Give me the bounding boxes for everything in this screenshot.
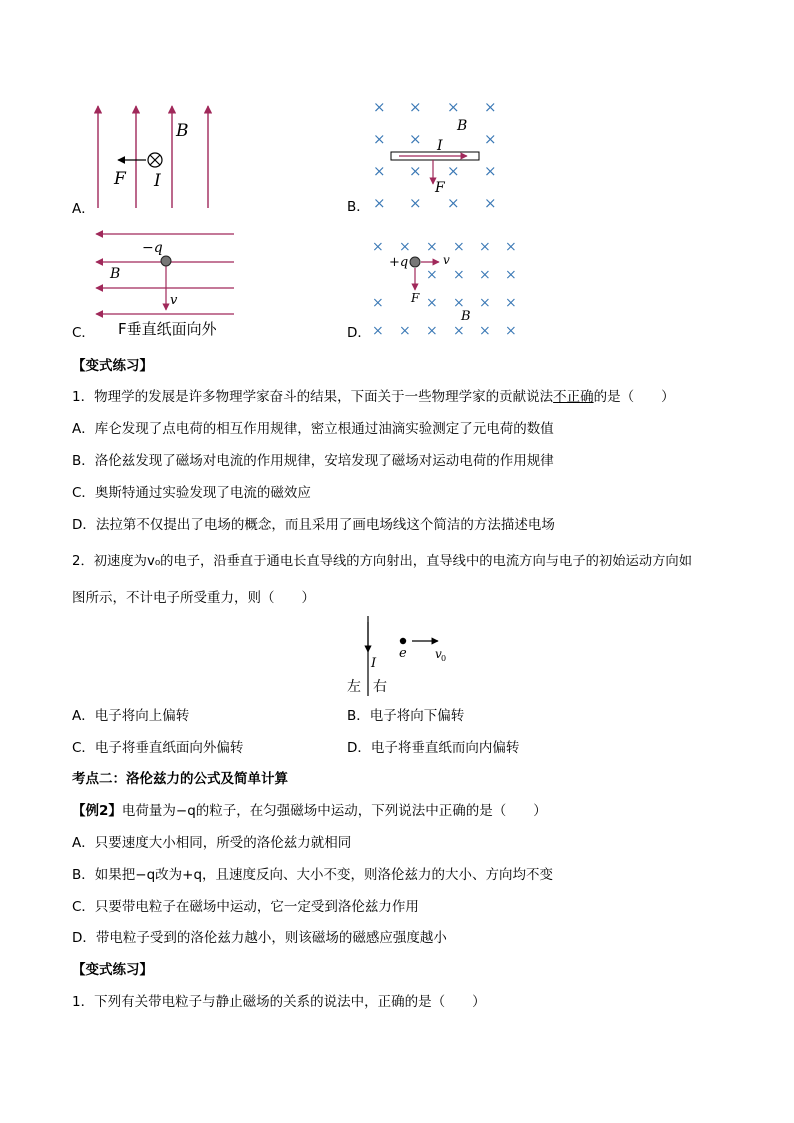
svg-text:×: × bbox=[372, 295, 384, 311]
svg-text:×: × bbox=[373, 98, 386, 116]
charged-particle bbox=[410, 257, 420, 267]
example-2-option-d: D．带电粒子受到的洛伦兹力越小，则该磁场的磁感应强度越小 bbox=[72, 930, 447, 946]
label-i: I bbox=[437, 138, 443, 154]
label-b: B bbox=[457, 118, 468, 134]
option-b-label: B． bbox=[347, 199, 370, 215]
question-1-option-a: A．库仑发现了点电荷的相互作用规律，密立根通过油滴实验测定了元电荷的数值 bbox=[72, 421, 554, 437]
question-1-stem: 1．物理学的发展是许多物理学家奋斗的结果，下面关于一些物理学家的贡献说法不正确的是（ ） bbox=[72, 389, 675, 405]
question-2-stem-line-1: 2．初速度为v₀的电子，沿垂直于通电长直导线的方向射出，直导线中的电流方向与电子的初始运动方向如 bbox=[72, 554, 693, 569]
label-q: +q bbox=[389, 255, 409, 270]
example-2-option-c: C．只要带电粒子在磁场中运动，它一定受到洛伦兹力作用 bbox=[72, 899, 419, 915]
svg-text:×: × bbox=[426, 239, 438, 255]
svg-text:×: × bbox=[484, 162, 497, 180]
label-e: e bbox=[399, 646, 407, 661]
label-right: 右 bbox=[373, 679, 387, 695]
question-2-option-c: C．电子将垂直纸面向外偏转 bbox=[72, 740, 244, 756]
label-f: F bbox=[411, 291, 420, 305]
svg-text:×: × bbox=[505, 295, 517, 311]
svg-text:×: × bbox=[409, 98, 422, 116]
label-i: I bbox=[154, 171, 161, 191]
figure-b bbox=[365, 96, 505, 212]
section-heading: 【变式练习】 bbox=[72, 358, 153, 374]
question-2-option-a: A．电子将向上偏转 bbox=[72, 708, 190, 724]
svg-text:×: × bbox=[447, 194, 460, 212]
svg-text:×: × bbox=[426, 267, 438, 283]
figure-a bbox=[88, 100, 228, 212]
label-i: I bbox=[371, 656, 377, 671]
question-2-stem-line-2: 图所示，不计电子所受重力，则（ ） bbox=[72, 590, 315, 606]
svg-text:×: × bbox=[426, 323, 438, 339]
question-3-stem: 1．下列有关带电粒子与静止磁场的关系的说法中，正确的是（ ） bbox=[72, 994, 486, 1010]
svg-text:×: × bbox=[409, 130, 422, 148]
option-c-label: C． bbox=[72, 325, 95, 341]
svg-text:×: × bbox=[409, 162, 422, 180]
svg-text:×: × bbox=[372, 323, 384, 339]
example-2-option-b: B．如果把−q改为+q，且速度反向、大小不变，则洛伦兹力的大小、方向均不变 bbox=[72, 867, 554, 883]
label-f: F bbox=[114, 169, 126, 189]
label-v0-subscript: 0 bbox=[441, 654, 447, 663]
svg-text:×: × bbox=[426, 295, 438, 311]
svg-text:×: × bbox=[484, 194, 497, 212]
example-2-option-a: A．只要速度大小相同，所受的洛伦兹力就相同 bbox=[72, 835, 352, 851]
svg-text:×: × bbox=[372, 239, 384, 255]
svg-text:×: × bbox=[409, 194, 422, 212]
section-heading-2: 【变式练习】 bbox=[72, 962, 153, 978]
svg-text:×: × bbox=[484, 130, 497, 148]
question-1-option-d: D．法拉第不仅提出了电场的概念，而且采用了画电场线这个简洁的方法描述电场 bbox=[72, 517, 555, 533]
figure-d bbox=[365, 232, 515, 340]
label-v: v bbox=[170, 293, 178, 308]
svg-text:×: × bbox=[399, 239, 411, 255]
topic-heading: 考点二：洛伦兹力的公式及简单计算 bbox=[72, 771, 288, 787]
label-v: v bbox=[443, 253, 450, 267]
svg-text:×: × bbox=[453, 295, 465, 311]
question-2-figure bbox=[340, 612, 460, 698]
svg-text:×: × bbox=[373, 194, 386, 212]
label-b: B bbox=[461, 309, 471, 324]
question-2-option-b: B．电子将向下偏转 bbox=[347, 708, 465, 724]
question-1-option-c: C．奥斯特通过实验发现了电流的磁效应 bbox=[72, 485, 311, 501]
svg-text:×: × bbox=[505, 239, 517, 255]
svg-text:×: × bbox=[447, 162, 460, 180]
svg-text:×: × bbox=[373, 130, 386, 148]
svg-text:×: × bbox=[479, 267, 491, 283]
option-a-label: A． bbox=[72, 201, 95, 217]
label-f: F bbox=[435, 180, 445, 196]
svg-text:×: × bbox=[373, 162, 386, 180]
svg-text:×: × bbox=[453, 323, 465, 339]
svg-text:×: × bbox=[505, 323, 517, 339]
electron-dot bbox=[400, 638, 406, 644]
svg-text:×: × bbox=[479, 239, 491, 255]
charged-particle bbox=[161, 256, 171, 266]
label-b: B bbox=[110, 266, 121, 282]
example-2-stem: 【例2】电荷量为−q的粒子，在匀强磁场中运动，下列说法中正确的是（ ） bbox=[72, 803, 547, 819]
svg-text:×: × bbox=[447, 98, 460, 116]
svg-text:×: × bbox=[484, 98, 497, 116]
label-left: 左 bbox=[347, 679, 361, 695]
svg-text:×: × bbox=[453, 267, 465, 283]
label-b: B bbox=[176, 121, 189, 141]
svg-text:×: × bbox=[399, 323, 411, 339]
question-1-option-b: B．洛伦兹发现了磁场对电流的作用规律，安培发现了磁场对运动电荷的作用规律 bbox=[72, 453, 554, 469]
label-v0: v bbox=[435, 647, 442, 661]
figure-c-caption: F垂直纸面向外 bbox=[118, 320, 217, 338]
question-2-option-d: D．电子将垂直纸而向内偏转 bbox=[347, 740, 520, 756]
svg-text:×: × bbox=[505, 267, 517, 283]
option-d-label: D． bbox=[347, 325, 371, 341]
svg-text:×: × bbox=[479, 323, 491, 339]
svg-text:×: × bbox=[479, 295, 491, 311]
label-q: −q bbox=[142, 240, 163, 256]
svg-text:×: × bbox=[453, 239, 465, 255]
